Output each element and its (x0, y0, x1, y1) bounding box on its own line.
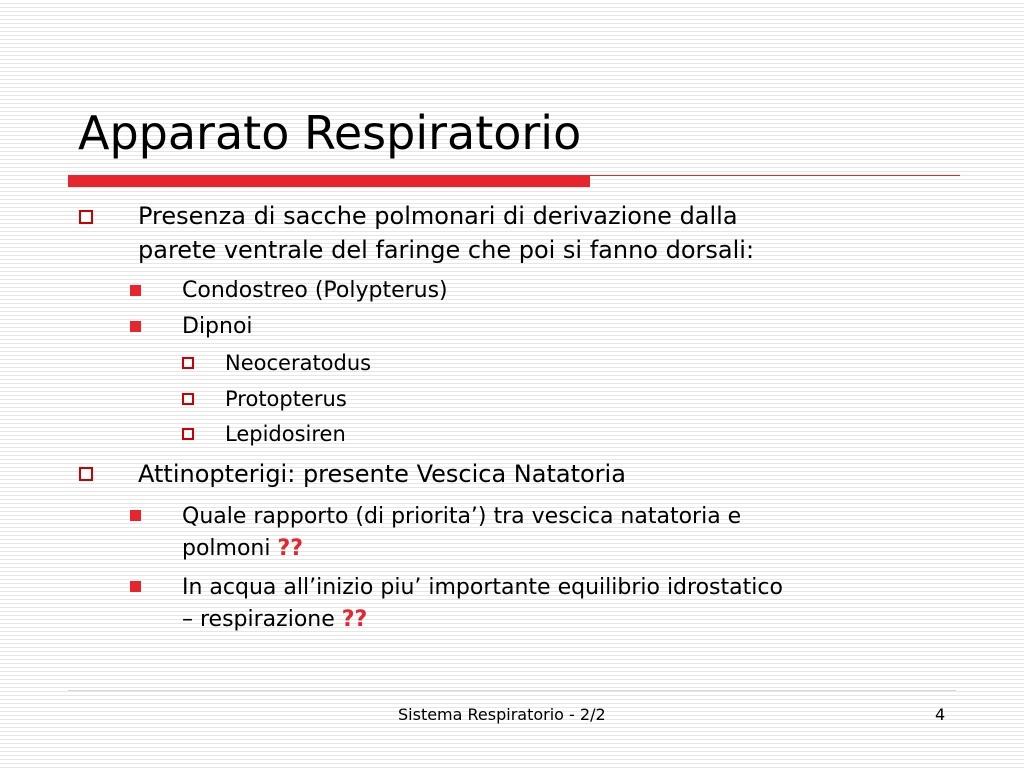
sub-sub-bullet-text: Protopterus (225, 387, 347, 411)
sub-sub-bullet-text: Lepidosiren (225, 422, 346, 446)
page-number: 4 (935, 705, 946, 724)
filled-square-bullet-icon (130, 321, 141, 332)
hollow-square-bullet-icon (182, 357, 194, 369)
bullet-text: Attinopterigi: presente Vescica Natatoria (138, 460, 626, 488)
hollow-square-bullet-icon (79, 210, 93, 224)
question-mark-accent: ?? (277, 536, 304, 561)
filled-square-bullet-icon (130, 510, 141, 521)
hollow-square-bullet-icon (182, 428, 194, 440)
footer-divider (68, 690, 956, 691)
filled-square-bullet-icon (130, 285, 141, 296)
sub-bullet-text: Dipnoi (182, 314, 253, 339)
bullet-text: parete ventrale del faringe che poi si fanno dorsali: (138, 236, 755, 264)
slide-title: Apparato Respiratorio (78, 106, 582, 160)
sub-bullet-text: In acqua all’inizio piu’ importante equilibrio idrostatico (182, 575, 783, 600)
sub-bullet-text-cont (182, 534, 303, 563)
sub-bullet-text: Quale rapporto (di priorita’) tra vescica natatoria e (182, 504, 742, 529)
sub-bullet-text: polmoni (182, 536, 271, 561)
title-underline-thin (590, 175, 960, 176)
bullet-text: Presenza di sacche polmonari di derivazione dalla (138, 202, 738, 230)
filled-square-bullet-icon (130, 581, 141, 592)
sub-sub-bullet-text: Neoceratodus (225, 351, 372, 375)
sub-bullet-text: Condostreo (Polypterus) (182, 278, 448, 303)
footer-text: Sistema Respiratorio - 2/2 (398, 705, 606, 724)
title-underline-thick (68, 175, 590, 187)
hollow-square-bullet-icon (182, 393, 194, 405)
hollow-square-bullet-icon (79, 467, 93, 481)
sub-bullet-text: – respirazione (182, 607, 335, 632)
question-mark-accent: ?? (341, 607, 368, 632)
sub-bullet-text-cont (182, 605, 367, 634)
